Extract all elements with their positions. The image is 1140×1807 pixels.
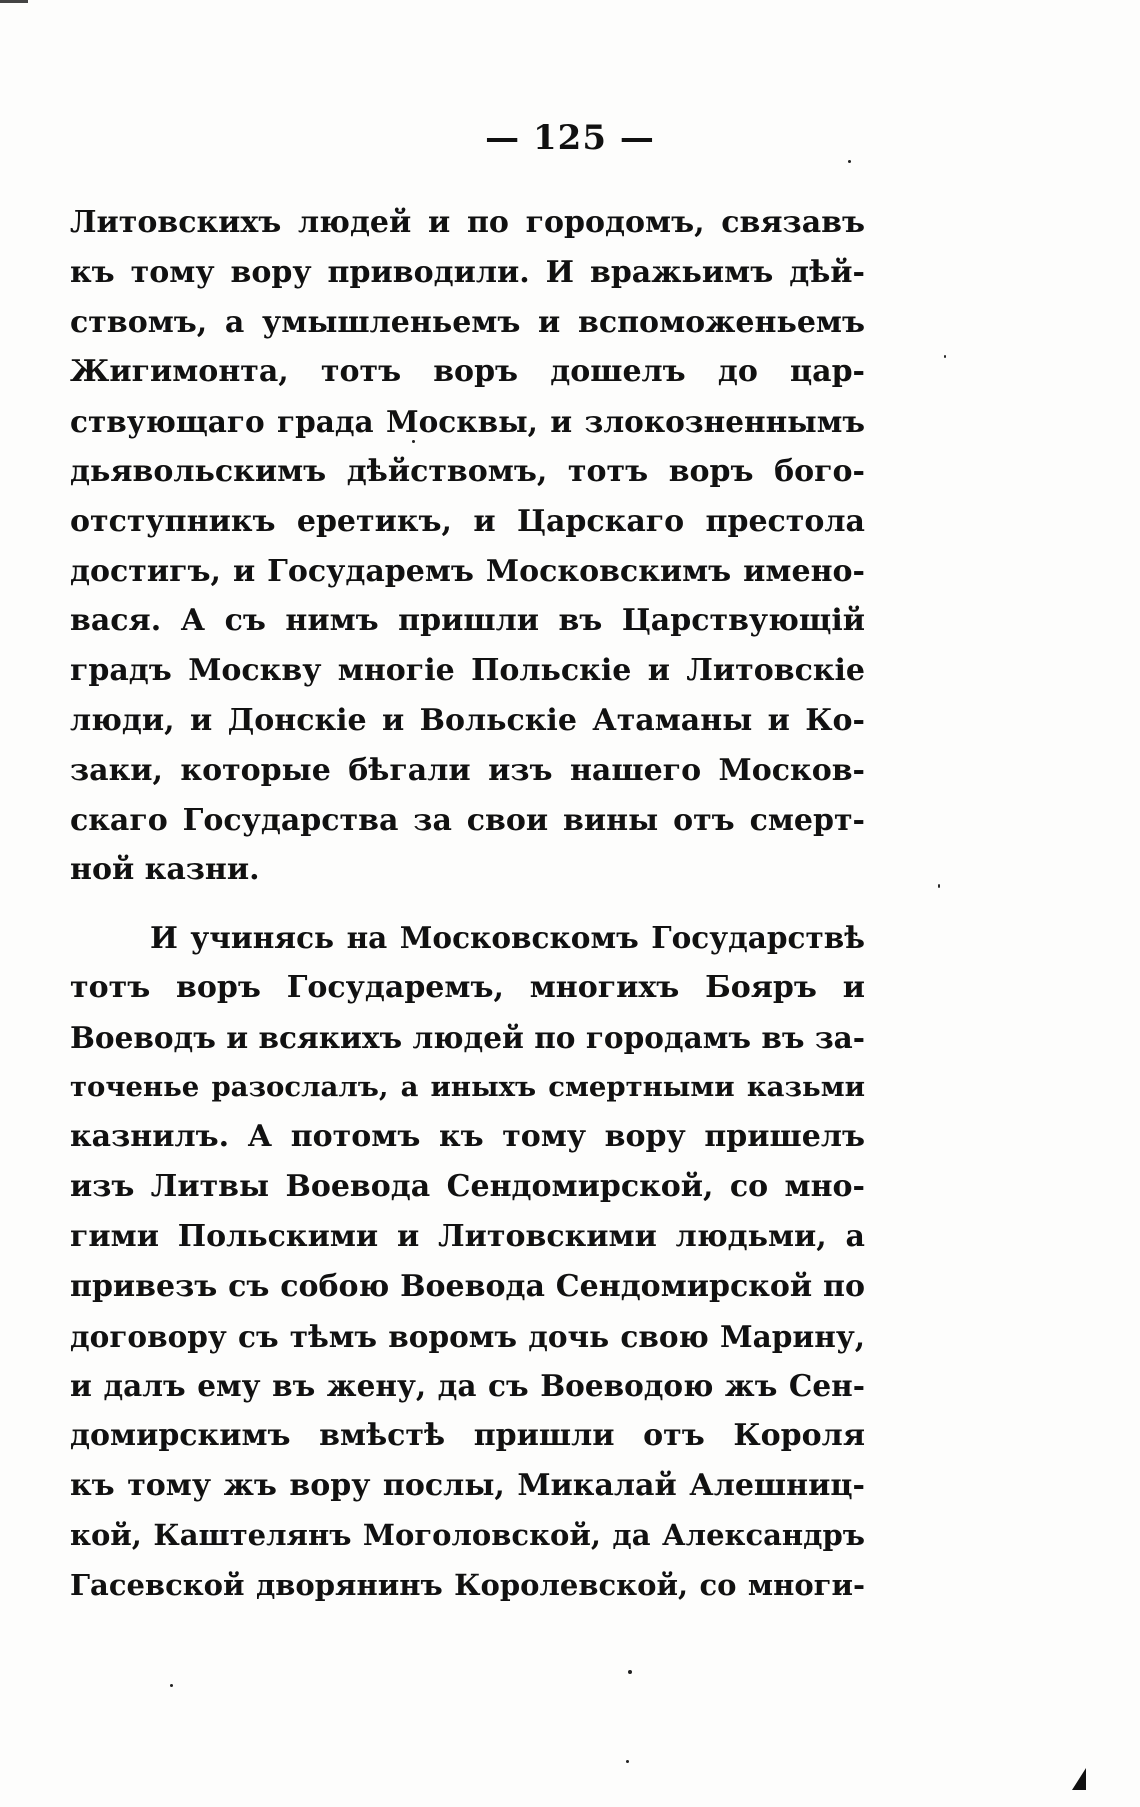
body-text [70, 198, 865, 1610]
text-line: и далъ ему въ жену, да съ Воеводою жъ Сен- [70, 1368, 865, 1404]
text-line: точенье разослалъ, а иныхъ смертными казьми [70, 1070, 865, 1103]
text-line: скаго Государства за свои вины отъ смерт- [70, 802, 865, 838]
text-line: ствующаго града Москвы, и злокозненнымъ [70, 404, 865, 440]
text-line: заки, которые бѣгали изъ нашего Москов- [70, 752, 865, 788]
text-line: гими Польскими и Литовскими людьми, а [70, 1218, 865, 1254]
text-line: ной казни. [70, 852, 260, 888]
text-line: кой, Каштелянъ Моголовской, да Александръ [70, 1517, 865, 1552]
text-line: казнилъ. А потомъ къ тому вору пришелъ [70, 1119, 865, 1155]
scan-speck [944, 355, 946, 358]
text-line: договору съ тѣмъ воромъ дочь свою Марину, [70, 1318, 865, 1354]
text-line: привезъ съ собою Воевода Сендомирской по [70, 1268, 865, 1304]
text-line: И учинясь на Московскомъ Государствѣ [150, 920, 865, 956]
text-line: изъ Литвы Воевода Сендомирской, со мно- [70, 1169, 865, 1205]
scan-speck [628, 1670, 632, 1674]
page-number: — 125 — [485, 118, 655, 158]
scan-speck [848, 160, 851, 163]
scan-speck [412, 440, 415, 443]
scan-speck [626, 1760, 629, 1763]
text-line: Литовскихъ людей и по городомъ, связавъ [70, 205, 865, 240]
text-line: ствомъ, а умышленьемъ и вспоможеньемъ [70, 304, 865, 340]
text-line: люди, и Донскіе и Вольскіе Атаманы и Ко- [70, 702, 865, 738]
scan-speck [170, 1684, 173, 1687]
paragraph-2 [70, 913, 865, 1610]
paragraph-1 [70, 198, 865, 895]
text-line: Гасевской дворянинъ Королевской, со многи- [70, 1567, 865, 1602]
scan-speck [938, 884, 940, 888]
scan-corner-mark [1072, 1768, 1086, 1790]
text-line: къ тому вору приводили. И вражьимъ дѣй- [70, 254, 865, 290]
scan-edge-mark [0, 0, 28, 3]
paragraph-gap [70, 895, 865, 913]
text-line: тотъ воръ Государемъ, многихъ Бояръ и [70, 969, 865, 1005]
text-line: отступникъ еретикъ, и Царскаго престола [70, 503, 865, 539]
text-line: Жигимонта, тотъ воръ дошелъ до цар- [70, 354, 865, 390]
text-line: домирскимъ вмѣстѣ пришли отъ Короля [70, 1418, 865, 1454]
text-line: градъ Москву многіе Польскіе и Литовскіе [70, 653, 865, 689]
text-line: Воеводъ и всякихъ людей по городамъ въ за- [70, 1019, 865, 1055]
text-line: къ тому жъ вору послы, Микалай Алешниц- [70, 1467, 865, 1503]
text-line: дьявольскимъ дѣйствомъ, тотъ воръ бого- [70, 453, 865, 489]
text-line: вася. А съ нимъ пришли въ Царствующій [70, 603, 865, 639]
text-line: достигъ, и Государемъ Московскимъ имено- [70, 553, 865, 589]
